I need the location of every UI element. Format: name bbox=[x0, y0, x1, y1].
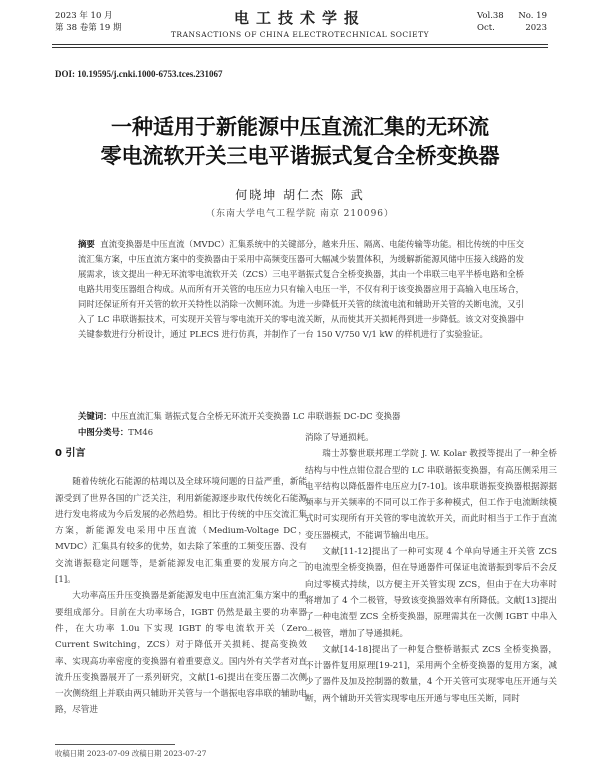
volume-issue: 第 38 卷第 19 期 bbox=[55, 23, 122, 33]
header-right bbox=[477, 10, 547, 34]
paragraph: 文献[14-18]提出了一种复合整桥谐振式 ZCS 全桥变换器，不计器件复用原理[19-21]，采用两个全桥变换器的复用方案，减少了器件及加及控制器的数量，4 个开关管可实现零电压开通与关断，两个辅助开关管实现零电压开通与零电压关断，同时 bbox=[305, 644, 557, 704]
abstract-label: 摘要 bbox=[78, 239, 95, 249]
keywords-label: 关键词： bbox=[78, 411, 112, 421]
paragraph: 大功率高压升压变换器是新能源发电中压直流汇集方案中的重要组成部分。目前在大功率场合，IGBT 仍然是最主要的功率器件，在大功率 1.0u 下实现 IGBT 的零电流软开关（Zero Current Switching，ZCS）对于降低开关损耗、提高变换效率、实现高功率密度的变换器有着重要意义。国内外有关学者对直流升压变换器展开了一系列研究，文献[1-6]提出在变压器二次侧一次侧绕组上并联由两只辅助开关管与一个谐振电容串联的辅助电路，尽管进 bbox=[55, 591, 307, 716]
paragraph: 消除了导通损耗。 bbox=[305, 433, 374, 443]
footnote-rule bbox=[55, 744, 175, 745]
doi: DOI: 10.19595/j.cnki.1000-6753.tces.231067 bbox=[55, 69, 223, 79]
footnote: 收稿日期 2023-07-09 改稿日期 2023-07-27 bbox=[55, 749, 207, 758]
title-line-1: 一种适用于新能源中压直流汇集的无环流 bbox=[111, 115, 489, 139]
keywords-text: 中压直流汇集 谐振式复合全桥无环流开关变换器 LC 串联谐振 DC-DC 变换器 bbox=[111, 411, 401, 421]
abstract bbox=[78, 237, 524, 342]
paper-title bbox=[0, 113, 600, 171]
vol-label: Vol.38 bbox=[477, 11, 504, 21]
issue-date: 2023 年 10 月 bbox=[55, 11, 113, 21]
affiliation: （东南大学电气工程学院 南京 210096） bbox=[205, 209, 395, 219]
header-rule bbox=[52, 44, 548, 45]
journal-title-en: TRANSACTIONS OF CHINA ELECTROTECHNICAL SOCIETY bbox=[170, 30, 430, 39]
paragraph: 随着传统化石能源的枯竭以及全球环境问题的日益严重，新能源受到了世界各国的广泛关注，利用新能源逐步取代传统化石能源进行发电将成为今后发展的必然趋势。相比于传统的中压交流汇集方案，新能源发电采用中压直流（Medium-Voltage DC，MVDC）汇集具有较多的优势，如去除了笨重的工频变压器、没有交流谐振稳定问题等，是新能源发电汇集重要的发展方向之一[1]。 bbox=[55, 477, 307, 586]
clc-label: 中图分类号： bbox=[78, 427, 129, 437]
keywords bbox=[78, 409, 524, 423]
month-label: Oct. bbox=[477, 23, 495, 33]
body-column-right bbox=[305, 430, 557, 707]
header-rule-thin bbox=[52, 47, 548, 48]
year-label: 2023 bbox=[525, 23, 547, 33]
paragraph: 瑞士苏黎世联邦理工学院 J. W. Kolar 教授等提出了一种全桥结构与中性点钳位混合型的 LC 串联谐振变换器，有高压侧采用三电平结构以降低器件电压应力[7-10]。该串联谐振变换器根据源据频率与开关频率的不同可以工作于多种模式，但工作于电流断续模式时可实现所有开关管的零电流软开关，而此时相当于工作于直流变压器模式，不能调节输出电压。 bbox=[305, 449, 557, 541]
clc-value: TM46 bbox=[128, 427, 154, 437]
authors: 何晓坤 胡仁杰 陈 武 bbox=[235, 188, 365, 202]
section-heading: 0 引言 bbox=[55, 448, 86, 459]
no-label: No. 19 bbox=[518, 11, 547, 21]
body-column-left bbox=[55, 433, 307, 719]
journal-title-cn: 电工技术学报 bbox=[233, 9, 366, 27]
title-line-2: 零电流软开关三电平谐振式复合全桥变换器 bbox=[100, 144, 500, 168]
abstract-text: 直流变换器是中压直流（MVDC）汇集系统中的关键部分，越来升压、隔离、电能传输等功能。相比传统的中压交流汇集方案，中压直流方案中的变换器由于采用中高频变压器可大幅减少装置体积，为缓解新能源风储中压接入线路的发展需求，该文提出一种无环流零电流软开关（ZCS）三电平谐振式复合全桥变换器，其由一个串联三电平半桥电路和全桥电路共用变压器组合构成。从而所有开关管的电压应力只有输入电压一半，不仅有利于该变换器应用于高输入电压场合，同时还保证所有开关管的软开关特性以消除一次侧环流。为进一步降低开关管的续流电流和辅助开关管的关断电流，又引入了 LC 串联谐振技术，可实现开关管与零电流开关的零电流关断，从而使其开关损耗得到进一步降低。该文对变换器中关键参数进行分析设计，通过 PLECS 进行仿真，并制作了一台 150 V/750 V/1 kW 的样机进行了实验验证。 bbox=[78, 239, 525, 339]
paragraph: 文献[11-12]提出了一种可实现 4 个单向导通主开关管 ZCS 的电流型全桥变换器，但在导通器件可保证电流谐振到零后不会反向过零模式持续，以方便主开关管实现 ZCS，但由于在大功率时将增加了 4 个二极管，导致该变换器效率有所降低。文献[13]提出了一种电流型 ZCS 全桥变换器，原理需其在一次侧 IGBT 中串入二极管，增加了导通损耗。 bbox=[305, 547, 558, 639]
